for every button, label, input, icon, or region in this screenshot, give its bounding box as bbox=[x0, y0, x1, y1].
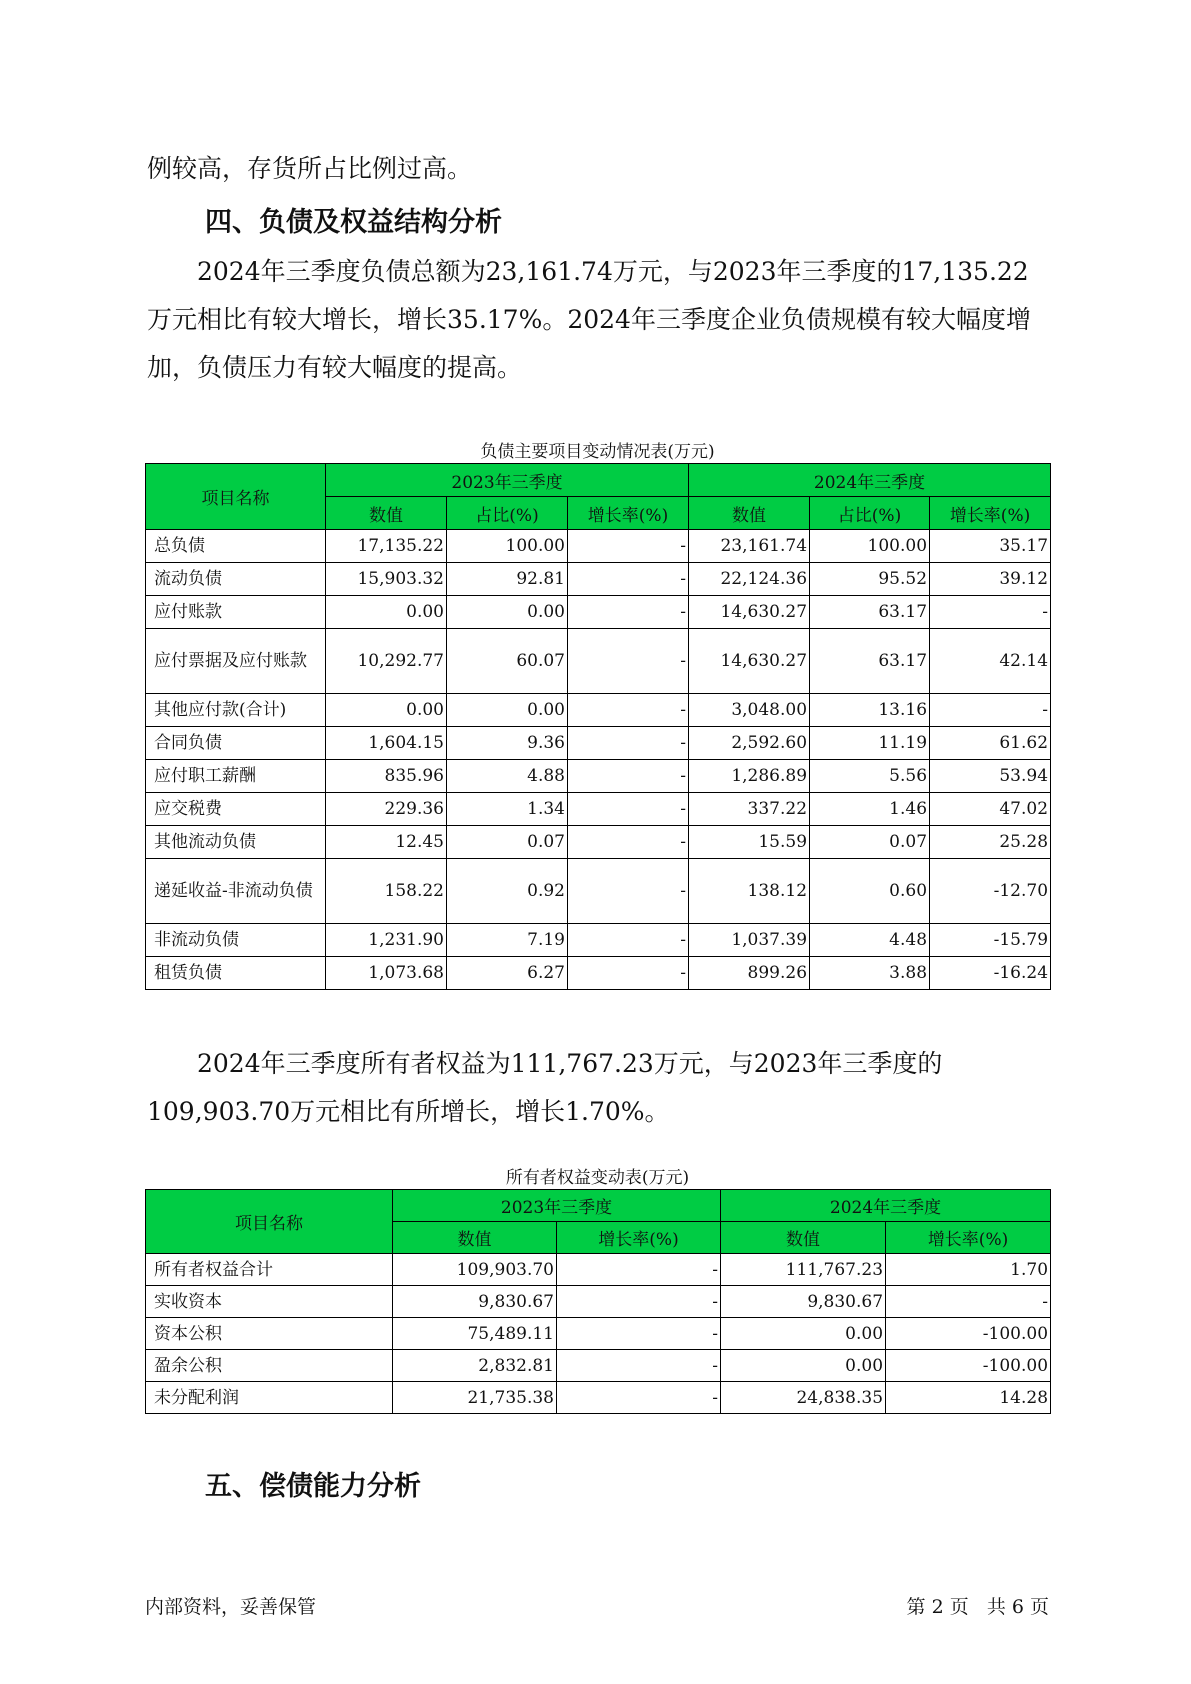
period-2024-header: 2024年三季度 bbox=[689, 464, 1051, 497]
cell-name: 合同负债 bbox=[146, 727, 326, 760]
table-row bbox=[146, 530, 1051, 563]
cell-g1: - bbox=[568, 957, 689, 990]
cell-g1: - bbox=[568, 859, 689, 924]
item-name-header: 项目名称 bbox=[146, 464, 326, 530]
cell-g2: - bbox=[886, 1286, 1051, 1318]
cell-g1: - bbox=[557, 1318, 721, 1350]
share-header: 占比(%) bbox=[810, 497, 930, 530]
cell-v1: 158.22 bbox=[326, 859, 447, 924]
cell-g1: - bbox=[568, 596, 689, 629]
section-4-heading: 四、负债及权益结构分析 bbox=[205, 207, 502, 238]
cell-v2: 23,161.74 bbox=[689, 530, 810, 563]
table-row bbox=[146, 793, 1051, 826]
table-row bbox=[146, 1350, 1051, 1382]
cell-v2: 899.26 bbox=[689, 957, 810, 990]
cell-s2: 100.00 bbox=[810, 530, 930, 563]
liability-summary-paragraph: 2024年三季度负债总额为23,161.74万元，与2023年三季度的17,135.22万元相比有较大增长，增长35.17%。2024年三季度企业负债规模有较大幅度增加，负债压力有较大幅度的提高。 bbox=[147, 257, 1031, 382]
value-header: 数值 bbox=[326, 497, 447, 530]
cell-v1: 9,830.67 bbox=[393, 1286, 557, 1318]
cell-s1: 92.81 bbox=[447, 563, 568, 596]
cell-g2: 35.17 bbox=[930, 530, 1051, 563]
cell-s2: 1.46 bbox=[810, 793, 930, 826]
cell-s2: 13.16 bbox=[810, 694, 930, 727]
footer-page-number: 第 2 页 共 6 页 bbox=[906, 1596, 1049, 1618]
cell-v2: 14,630.27 bbox=[689, 596, 810, 629]
growth-header: 增长率(%) bbox=[886, 1222, 1051, 1254]
cell-name: 未分配利润 bbox=[146, 1382, 393, 1414]
table-row bbox=[146, 596, 1051, 629]
table-row bbox=[146, 629, 1051, 694]
section-5-heading: 五、偿债能力分析 bbox=[205, 1471, 421, 1502]
cell-g2: 39.12 bbox=[930, 563, 1051, 596]
cell-s2: 3.88 bbox=[810, 957, 930, 990]
table-row bbox=[146, 563, 1051, 596]
table-row bbox=[146, 1382, 1051, 1414]
cell-g2: -100.00 bbox=[886, 1350, 1051, 1382]
value-header: 数值 bbox=[689, 497, 810, 530]
table-row bbox=[146, 1318, 1051, 1350]
cell-name: 实收资本 bbox=[146, 1286, 393, 1318]
table-row bbox=[146, 1254, 1051, 1286]
cell-g1: - bbox=[568, 760, 689, 793]
cell-g1: - bbox=[568, 694, 689, 727]
equity-summary-paragraph: 2024年三季度所有者权益为111,767.23万元，与2023年三季度的109,903.70万元相比有所增长，增长1.70%。 bbox=[147, 1049, 943, 1126]
table-row bbox=[146, 957, 1051, 990]
cell-s2: 0.60 bbox=[810, 859, 930, 924]
table-row bbox=[146, 760, 1051, 793]
period-2023-header: 2023年三季度 bbox=[393, 1190, 721, 1222]
cell-g1: - bbox=[568, 727, 689, 760]
cell-s1: 60.07 bbox=[447, 629, 568, 694]
cell-name: 所有者权益合计 bbox=[146, 1254, 393, 1286]
growth-header: 增长率(%) bbox=[568, 497, 689, 530]
cell-s1: 100.00 bbox=[447, 530, 568, 563]
cell-v1: 835.96 bbox=[326, 760, 447, 793]
cell-v2: 24,838.35 bbox=[721, 1382, 886, 1414]
value-header: 数值 bbox=[393, 1222, 557, 1254]
cell-name: 应付职工薪酬 bbox=[146, 760, 326, 793]
cell-g2: 53.94 bbox=[930, 760, 1051, 793]
cell-v1: 109,903.70 bbox=[393, 1254, 557, 1286]
cell-g2: 14.28 bbox=[886, 1382, 1051, 1414]
cell-s1: 7.19 bbox=[447, 924, 568, 957]
cell-v2: 337.22 bbox=[689, 793, 810, 826]
cell-s1: 4.88 bbox=[447, 760, 568, 793]
cell-v1: 12.45 bbox=[326, 826, 447, 859]
cell-name: 流动负债 bbox=[146, 563, 326, 596]
cell-g1: - bbox=[568, 826, 689, 859]
cell-s1: 0.07 bbox=[447, 826, 568, 859]
cell-v2: 14,630.27 bbox=[689, 629, 810, 694]
cell-s1: 0.00 bbox=[447, 596, 568, 629]
footer-confidential-note: 内部资料，妥善保管 bbox=[145, 1596, 317, 1618]
cell-v1: 2,832.81 bbox=[393, 1350, 557, 1382]
table-row bbox=[146, 859, 1051, 924]
cell-s1: 6.27 bbox=[447, 957, 568, 990]
cell-g2: -16.24 bbox=[930, 957, 1051, 990]
cell-g2: -12.70 bbox=[930, 859, 1051, 924]
cell-v1: 15,903.32 bbox=[326, 563, 447, 596]
cell-v1: 1,073.68 bbox=[326, 957, 447, 990]
equity-table-caption: 所有者权益变动表(万元) bbox=[505, 1168, 690, 1188]
cell-s2: 11.19 bbox=[810, 727, 930, 760]
growth-header: 增长率(%) bbox=[930, 497, 1051, 530]
cell-g2: - bbox=[930, 694, 1051, 727]
cell-s1: 9.36 bbox=[447, 727, 568, 760]
period-2024-header: 2024年三季度 bbox=[721, 1190, 1051, 1222]
cell-s1: 0.92 bbox=[447, 859, 568, 924]
cell-g2: -100.00 bbox=[886, 1318, 1051, 1350]
liability-table bbox=[145, 463, 1051, 990]
cell-s2: 4.48 bbox=[810, 924, 930, 957]
cell-name: 应付票据及应付账款 bbox=[146, 629, 326, 694]
cell-name: 应付账款 bbox=[146, 596, 326, 629]
liability-table-caption: 负债主要项目变动情况表(万元) bbox=[480, 442, 715, 462]
cell-name: 租赁负债 bbox=[146, 957, 326, 990]
cell-g2: 1.70 bbox=[886, 1254, 1051, 1286]
table-row bbox=[146, 826, 1051, 859]
cell-v1: 1,604.15 bbox=[326, 727, 447, 760]
cell-v1: 75,489.11 bbox=[393, 1318, 557, 1350]
cell-v2: 1,286.89 bbox=[689, 760, 810, 793]
cell-name: 盈余公积 bbox=[146, 1350, 393, 1382]
cell-v1: 1,231.90 bbox=[326, 924, 447, 957]
item-name-header: 项目名称 bbox=[146, 1190, 393, 1254]
table-row bbox=[146, 727, 1051, 760]
cell-name: 总负债 bbox=[146, 530, 326, 563]
cell-s1: 1.34 bbox=[447, 793, 568, 826]
cell-g1: - bbox=[568, 924, 689, 957]
cell-name: 其他流动负债 bbox=[146, 826, 326, 859]
cell-g1: - bbox=[557, 1286, 721, 1318]
cell-v2: 0.00 bbox=[721, 1350, 886, 1382]
cell-s2: 95.52 bbox=[810, 563, 930, 596]
table-row bbox=[146, 694, 1051, 727]
cell-s1: 0.00 bbox=[447, 694, 568, 727]
cell-name: 递延收益-非流动负债 bbox=[146, 859, 326, 924]
cell-v2: 1,037.39 bbox=[689, 924, 810, 957]
cell-v1: 17,135.22 bbox=[326, 530, 447, 563]
cell-g2: 61.62 bbox=[930, 727, 1051, 760]
cell-g2: 42.14 bbox=[930, 629, 1051, 694]
table-row bbox=[146, 1286, 1051, 1318]
cell-v2: 138.12 bbox=[689, 859, 810, 924]
cell-name: 非流动负债 bbox=[146, 924, 326, 957]
cell-g1: - bbox=[557, 1254, 721, 1286]
value-header: 数值 bbox=[721, 1222, 886, 1254]
table-row bbox=[146, 924, 1051, 957]
cell-name: 资本公积 bbox=[146, 1318, 393, 1350]
cell-s2: 63.17 bbox=[810, 629, 930, 694]
cell-v2: 22,124.36 bbox=[689, 563, 810, 596]
cell-g2: 47.02 bbox=[930, 793, 1051, 826]
cell-g1: - bbox=[568, 629, 689, 694]
cell-v2: 2,592.60 bbox=[689, 727, 810, 760]
cell-name: 其他应付款(合计) bbox=[146, 694, 326, 727]
cell-s2: 5.56 bbox=[810, 760, 930, 793]
cell-v1: 10,292.77 bbox=[326, 629, 447, 694]
cell-v2: 15.59 bbox=[689, 826, 810, 859]
equity-table bbox=[145, 1189, 1051, 1414]
cell-v2: 3,048.00 bbox=[689, 694, 810, 727]
cell-g1: - bbox=[557, 1382, 721, 1414]
cell-v1: 0.00 bbox=[326, 694, 447, 727]
cell-s2: 63.17 bbox=[810, 596, 930, 629]
period-2023-header: 2023年三季度 bbox=[326, 464, 689, 497]
cell-g2: 25.28 bbox=[930, 826, 1051, 859]
cell-g2: -15.79 bbox=[930, 924, 1051, 957]
intro-fragment: 例较高，存货所占比例过高。 bbox=[147, 154, 473, 183]
cell-v1: 229.36 bbox=[326, 793, 447, 826]
cell-v2: 9,830.67 bbox=[721, 1286, 886, 1318]
cell-g1: - bbox=[568, 793, 689, 826]
cell-g1: - bbox=[557, 1350, 721, 1382]
cell-v1: 21,735.38 bbox=[393, 1382, 557, 1414]
cell-v1: 0.00 bbox=[326, 596, 447, 629]
cell-g2: - bbox=[930, 596, 1051, 629]
cell-s2: 0.07 bbox=[810, 826, 930, 859]
cell-g1: - bbox=[568, 563, 689, 596]
cell-v2: 0.00 bbox=[721, 1318, 886, 1350]
cell-name: 应交税费 bbox=[146, 793, 326, 826]
growth-header: 增长率(%) bbox=[557, 1222, 721, 1254]
cell-v2: 111,767.23 bbox=[721, 1254, 886, 1286]
cell-g1: - bbox=[568, 530, 689, 563]
share-header: 占比(%) bbox=[447, 497, 568, 530]
